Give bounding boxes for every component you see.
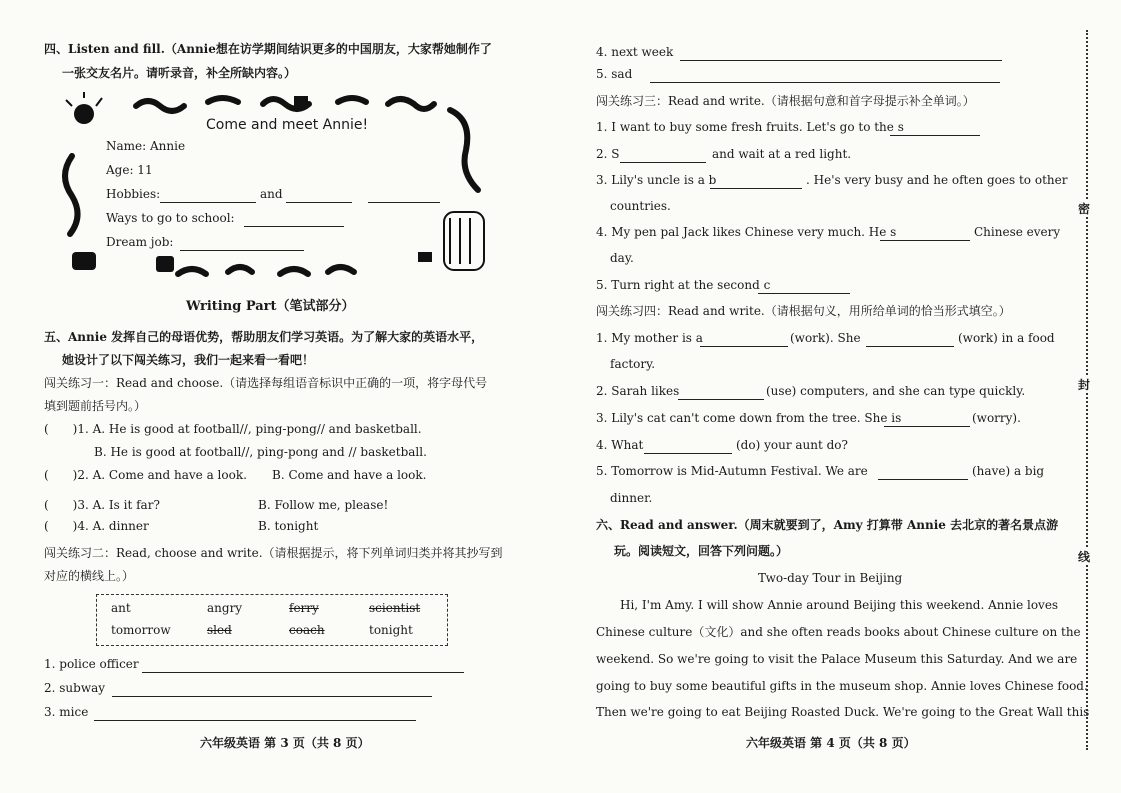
category-next-week: 4. next week — [596, 45, 674, 59]
section5-heading-cont: 她设计了以下闯关练习，我们一起来看一看吧！ — [62, 353, 315, 367]
story-paragraph-line: weekend. So we're going to visit the Palace Museum this Saturday. And we are — [596, 652, 1078, 666]
category-blank-5[interactable] — [650, 70, 1000, 83]
level4-q4-end: (do) your aunt do? — [736, 438, 848, 452]
level3-instruction: 闯关练习三：Read and write.（请根据句意和首字母提示补全单词。） — [596, 94, 975, 108]
level1-q2a: ( )2. A. Come and have a look. — [44, 468, 247, 482]
level1-q4a: ( )4. A. dinner — [44, 519, 149, 533]
level3-q2-end: and wait at a red light. — [712, 147, 852, 161]
story-paragraph-line: going to buy some beautiful gifts in the museum shop. Annie loves Chinese food. — [596, 679, 1088, 693]
level3-q5: 5. Turn right at the second c — [596, 278, 771, 292]
category-blank-2[interactable] — [112, 684, 432, 697]
level3-q3-cont: countries. — [610, 199, 671, 213]
story-title: Two-day Tour in Beijing — [758, 571, 903, 585]
level4-q3-start: 3. Lily's cat can't come down from the tree. She is — [596, 411, 902, 425]
level4-q3-end: (worry). — [972, 411, 1021, 425]
category-blank-3[interactable] — [94, 708, 416, 721]
level4-q5-start: 5. Tomorrow is Mid-Autumn Festival. We are — [596, 464, 868, 478]
level4-q2-start: 2. Sarah likes — [596, 384, 680, 398]
level4-blank-3[interactable] — [678, 387, 764, 400]
level3-q4-end: Chinese every — [974, 225, 1061, 239]
level4-blank-5[interactable] — [644, 441, 732, 454]
binding-char-1: 密 — [1078, 202, 1091, 216]
category-sad: 5. sad — [596, 67, 633, 81]
level3-blank-4[interactable] — [880, 228, 970, 241]
card-title: Come and meet Annie! — [206, 117, 369, 133]
level3-blank-1[interactable] — [890, 123, 980, 136]
level4-blank-1[interactable] — [700, 334, 788, 347]
level4-q5-cont: dinner. — [610, 491, 653, 505]
level4-q1-cont: factory. — [610, 357, 656, 371]
word: ant — [111, 601, 131, 615]
card-dream-label: Dream job: — [106, 235, 174, 249]
level3-q2-start: 2. S — [596, 147, 620, 161]
word: sled — [207, 623, 232, 637]
category-blank-4[interactable] — [680, 48, 1002, 61]
word: scientist — [369, 601, 421, 615]
level4-q1-start: 1. My mother is a — [596, 331, 703, 345]
card-age: Age: 11 — [106, 163, 153, 177]
hobby-blank-1[interactable] — [160, 190, 256, 203]
level4-blank-4[interactable] — [884, 414, 970, 427]
section4-heading-cont: 一张交友名片。请听录音，补全所缺内容。） — [62, 66, 297, 80]
writing-part-title: Writing Part（笔试部分） — [186, 299, 355, 314]
level1-instruction-cont: 填到题前括号内。） — [44, 399, 147, 413]
level1-q1a: ( )1. A. He is good at football//, ping-pong// and basketball. — [44, 422, 422, 436]
level4-q1-end: (work) in a food — [958, 331, 1055, 345]
left-footer: 六年级英语 第 3 页（共 8 页） — [200, 736, 370, 750]
category-police-officer: 1. police officer — [44, 657, 139, 671]
category-mice: 3. mice — [44, 705, 89, 719]
level2-instruction-cont: 对应的横线上。） — [44, 569, 135, 583]
level3-blank-2[interactable] — [620, 150, 706, 163]
word: angry — [207, 601, 243, 615]
level4-blank-2[interactable] — [866, 334, 954, 347]
level4-blank-6[interactable] — [878, 467, 968, 480]
story-paragraph-line: Then we're going to eat Beijing Roasted Duck. We're going to the Great Wall this — [596, 705, 1090, 719]
level4-q4-start: 4. What — [596, 438, 644, 452]
level2-instruction: 闯关练习二：Read, choose and write.（请根据提示，将下列单词归类并将其抄写到 — [44, 546, 503, 560]
hobby-blank-3[interactable] — [368, 190, 440, 203]
word-box — [96, 594, 448, 646]
level1-instruction: 闯关练习一：Read and choose.（请选择每组语音标识中正确的一项，将字母代号 — [44, 376, 488, 390]
level3-q1: 1. I want to buy some fresh fruits. Let's go to the s — [596, 120, 904, 134]
binding-char-3: 线 — [1078, 550, 1091, 564]
category-subway: 2. subway — [44, 681, 106, 695]
level3-q3-start: 3. Lily's uncle is a b — [596, 173, 717, 187]
card-ways-label: Ways to go to school: — [106, 211, 235, 225]
level3-blank-5[interactable] — [758, 281, 850, 294]
card-hobbies-label: Hobbies: — [106, 187, 161, 201]
level3-blank-3[interactable] — [710, 176, 802, 189]
ways-blank[interactable] — [244, 214, 344, 227]
word: tomorrow — [111, 623, 171, 637]
category-blank-1[interactable] — [142, 660, 464, 673]
level3-q3-end: . He's very busy and he often goes to other — [806, 173, 1068, 187]
level1-q1b: B. He is good at football//, ping-pong and // basketball. — [94, 445, 427, 459]
story-paragraph-line: Chinese culture（文化）and she often reads books about Chinese culture on the — [596, 625, 1081, 639]
level4-q5-end: (have) a big — [972, 464, 1045, 478]
level1-q3a: ( )3. A. Is it far? — [44, 498, 160, 512]
dream-blank[interactable] — [180, 238, 304, 251]
level4-q1-mid: (work). She — [790, 331, 861, 345]
word: ferry — [289, 601, 319, 615]
section5-heading: 五、Annie 发挥自己的母语优势，帮助朋友们学习英语。为了解大家的英语水平， — [44, 330, 484, 344]
section6-heading-cont: 玩。阅读短文，回答下列问题。） — [614, 544, 789, 558]
level1-q3b: B. Follow me, please! — [258, 498, 389, 512]
word: tonight — [369, 623, 413, 637]
level1-q4b: B. tonight — [258, 519, 319, 533]
word: coach — [289, 623, 325, 637]
level4-instruction: 闯关练习四：Read and write.（请根据句义，用所给单词的恰当形式填空。） — [596, 304, 1011, 318]
level4-q2-end: (use) computers, and she can type quickly. — [766, 384, 1026, 398]
section6-heading: 六、Read and answer.（周末就要到了，Amy 打算带 Annie 去北京的著名景点游 — [596, 518, 1059, 532]
section4-heading: 四、Listen and fill.（Annie想在访学期间结识更多的中国朋友，大家帮她制作了 — [44, 42, 492, 56]
card-name: Name: Annie — [106, 139, 186, 153]
card-and: and — [260, 187, 283, 201]
level1-q2b: B. Come and have a look. — [272, 468, 427, 482]
right-footer: 六年级英语 第 4 页（共 8 页） — [746, 736, 916, 750]
level3-q4-start: 4. My pen pal Jack likes Chinese very much. He s — [596, 225, 897, 239]
level3-q4-cont: day. — [610, 251, 634, 265]
story-paragraph-line: Hi, I'm Amy. I will show Annie around Beijing this weekend. Annie loves — [620, 598, 1059, 612]
hobby-blank-2[interactable] — [286, 190, 352, 203]
binding-char-2: 封 — [1078, 378, 1091, 392]
